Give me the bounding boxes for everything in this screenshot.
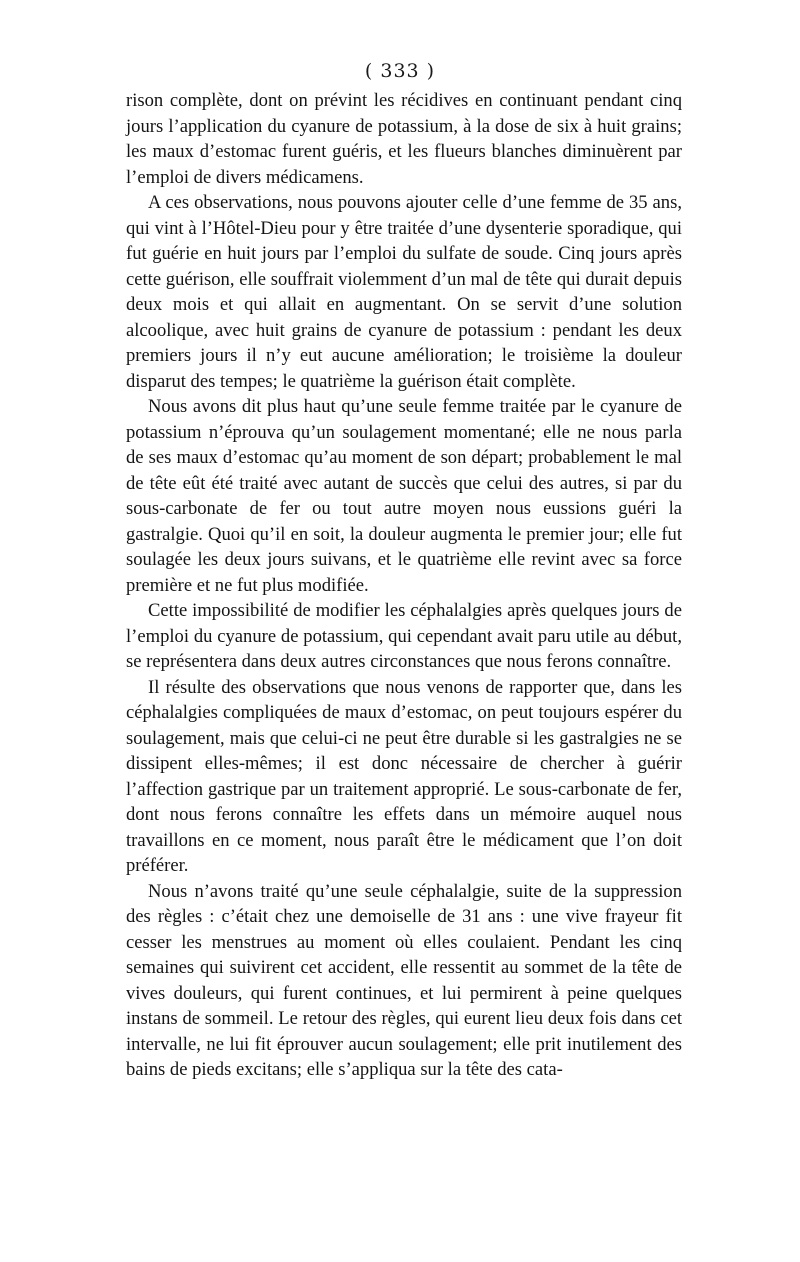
paragraph-2: A ces observations, nous pouvons ajouter celle d’une femme de 35 ans, qui vint à l’Hôtel-Dieu pour y être traitée d’une dysenterie sporadique, qui fut guérie en huit jours par l’emploi du sulfate de soude. Cinq jours après cette guérison, elle souffrait violemment d’un mal de tête qui durait depuis deux mois et qui allait en augmentant. On se servit d’une solution alcoolique, avec huit grains de cyanure de potassium : pendant les deux premiers jours il n’y eut aucune amélioration; le troisième la douleur disparut des tempes; le quatrième la guérison était complète. [126,192,682,392]
paragraph-4: Cette impossibilité de modifier les céphalalgies après quelques jours de l’emploi du cyanure de potassium, qui cependant avait paru utile au début, se représentera dans deux autres circonstances que nous ferons connaître. [126,600,682,672]
paragraph-5: Il résulte des observations que nous venons de rapporter que, dans les céphalalgies compliquées de maux d’estomac, on peut toujours espérer du soulagement, mais que celui-ci ne peut être durable si les gastralgies ne se dissipent elles-mêmes; il est donc nécessaire de chercher à guérir l’affection gastrique par un traitement approprié. Le sous-carbonate de fer, dont nous ferons connaître les effets dans un mémoire auquel nous travaillons en ce moment, nous paraît être le médicament que l’on doit préférer. [126,676,682,876]
paragraph-3: Nous avons dit plus haut qu’une seule femme traitée par le cyanure de potassium n’éprouva qu’un soulagement momentané; elle ne nous parla de ses maux d’estomac qu’au moment de son départ; probablement le mal de tête eût été traité avec autant de succès que celui des autres, si par du sous-carbonate de fer ou tout autre moyen nous eussions guéri la gastralgie. Quoi qu’il en soit, la douleur augmenta le premier jour; elle fut soulagée les deux jours suivans, et le quatrième elle revint avec sa force première et ne fut plus modifiée. [126,396,682,596]
body-text [126,88,682,1083]
paragraph-6: Nous n’avons traité qu’une seule céphalalgie, suite de la suppression des règles : c’était chez une demoiselle de 31 ans : une vive frayeur fit cesser les menstrues au moment où elles coulaient. Pendant les cinq semaines qui suivirent cet accident, elle ressentit au sommet de la tête de vives douleurs, qui furent continues, et lui permirent à peine quelques instans de sommeil. Le retour des règles, qui eurent lieu deux fois dans cet intervalle, ne lui fit éprouver aucun soulagement; elle prit inutilement des bains de pieds excitans; elle s’appliqua sur la tête des cata- [126,880,682,1080]
paragraph-1: rison complète, dont on prévint les récidives en continuant pendant cinq jours l’application du cyanure de potassium, à la dose de six à huit grains; les maux d’estomac furent guéris, et les flueurs blanches diminuèrent par l’emploi de divers médicamens. [126,90,682,188]
page-number: ( 333 ) [364,60,436,82]
